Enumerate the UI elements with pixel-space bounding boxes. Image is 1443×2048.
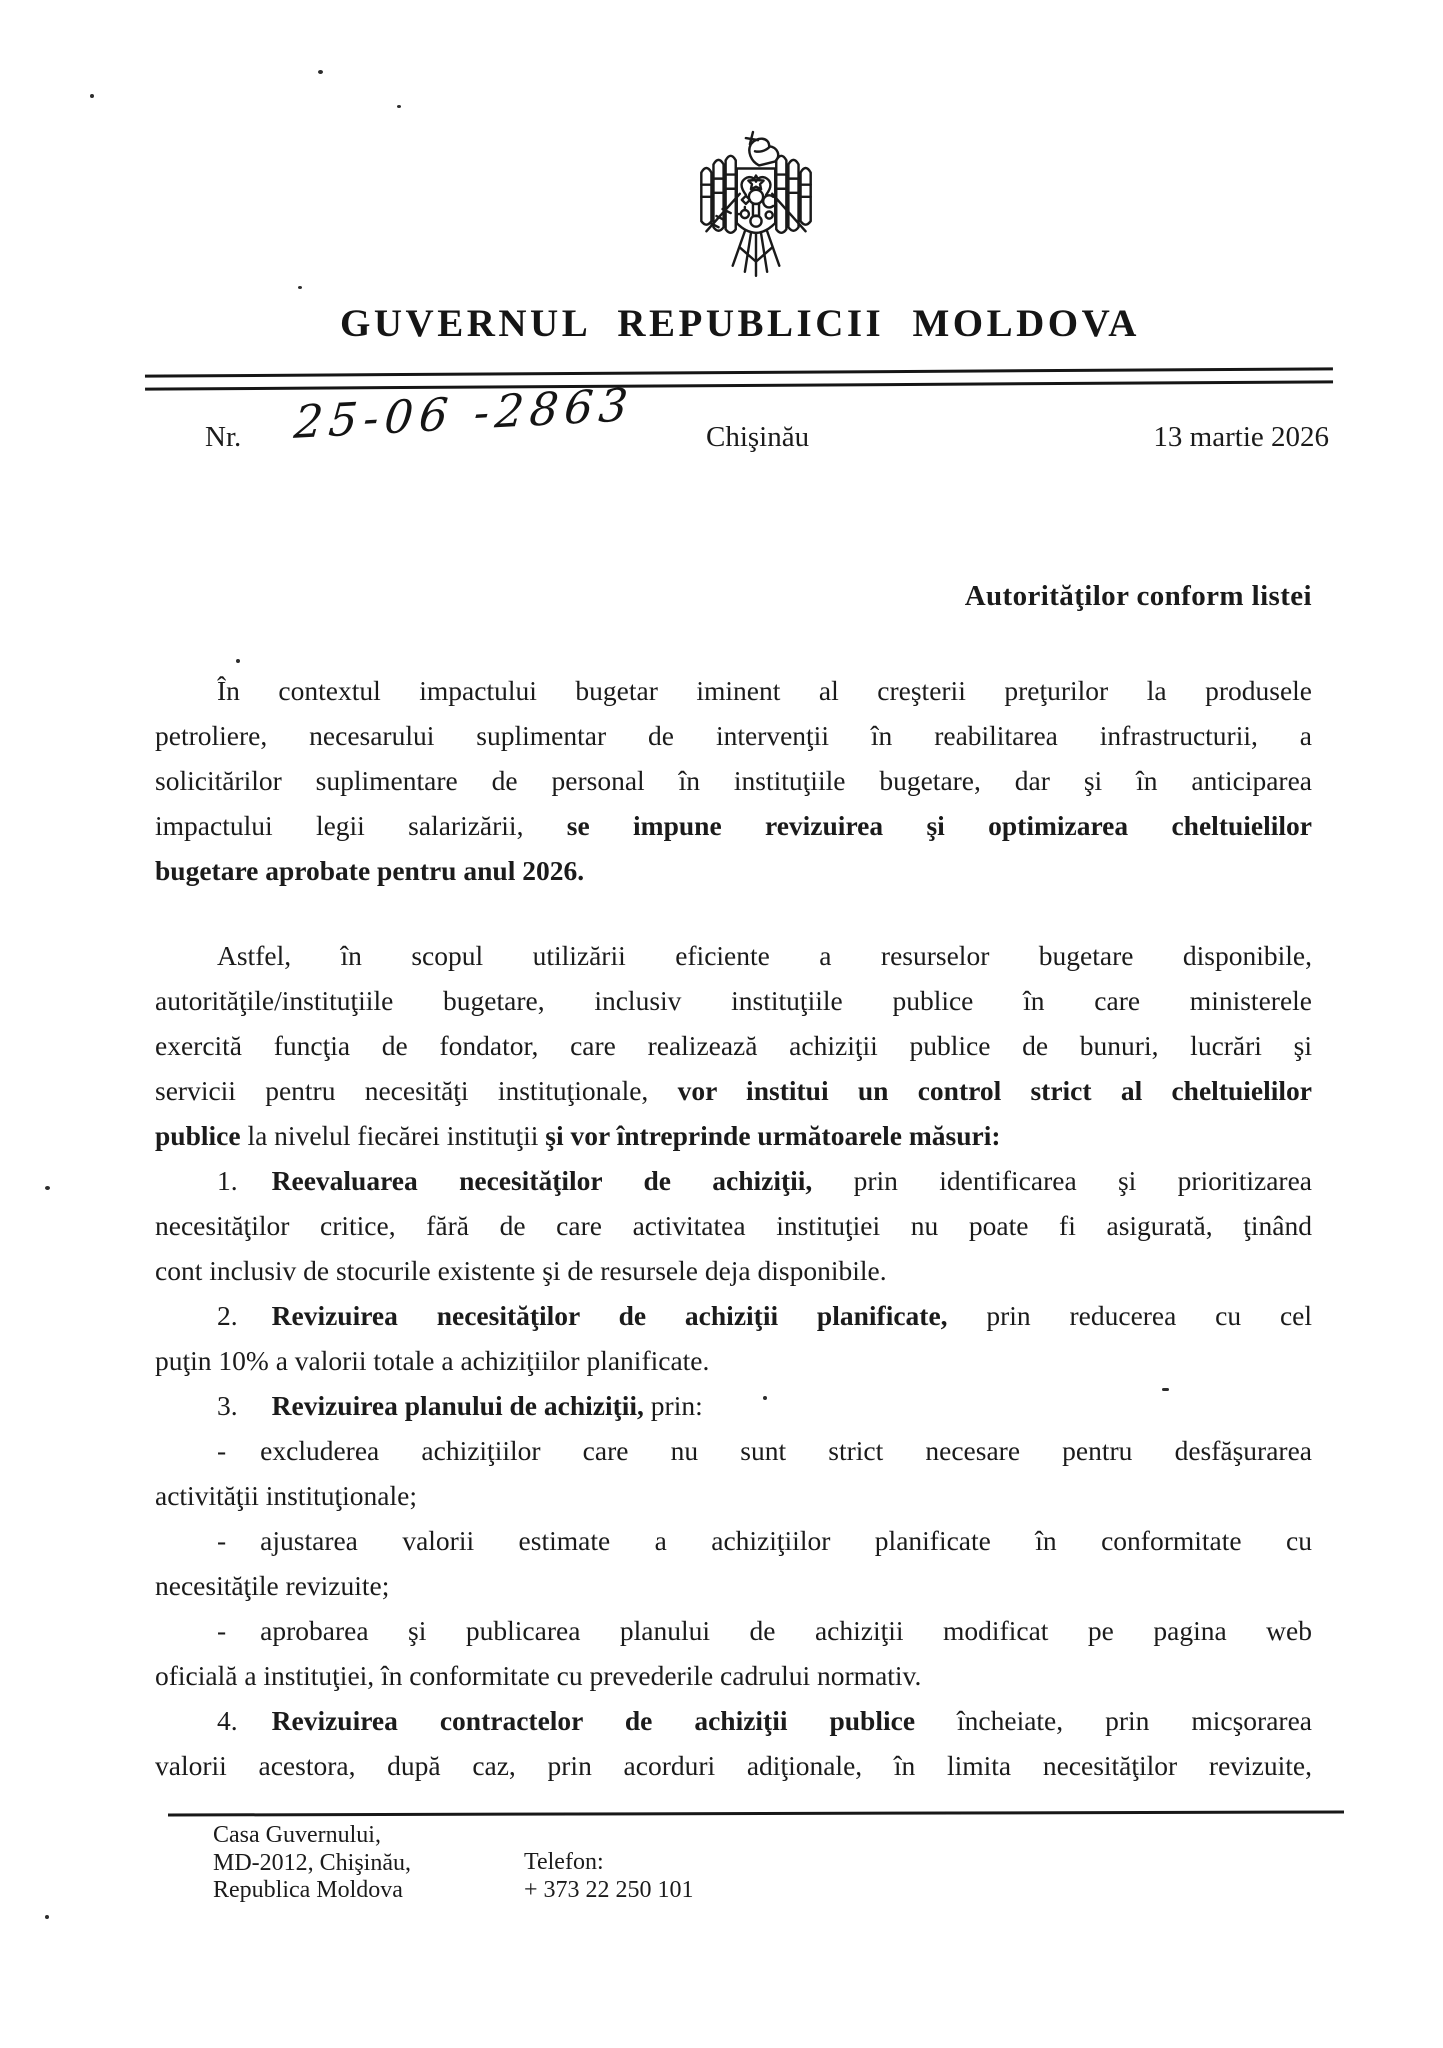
scan-speck [45,1186,50,1190]
body-line: servicii pentru necesităţi instituţionale, vor institui un control strict al cheltuielilor [155,1075,1312,1106]
footer-phone-value: + 373 22 250 101 [524,1876,694,1903]
body-line: - ajustarea valorii estimate a achiziţiilor planificate în conformitate cu [217,1525,1312,1556]
body-line: 3. Revizuirea planului de achiziţii, prin: [217,1390,703,1421]
list-marker: 2. [217,1300,238,1331]
page-title: GUVERNUL REPUBLICII MOLDOVA [340,302,1140,345]
header-divider [145,367,1333,390]
list-marker: - [217,1525,227,1556]
body-line: bugetare aprobate pentru anul 2026. [155,855,585,886]
scan-speck [236,659,240,663]
date-label: 13 martie 2026 [1153,421,1329,453]
body-line: solicitărilor suplimentare de personal în instituţiile bugetare, dar şi în anticiparea [155,765,1312,796]
list-marker: - [217,1435,227,1466]
body-line: 4. Revizuirea contractelor de achiziţii publice încheiate, prin micşorarea [217,1705,1312,1736]
footer-address-line: Republica Moldova [213,1877,403,1903]
list-marker: 1. [217,1165,238,1196]
body-line: valorii acestora, după caz, prin acorduri adiţionale, în limita necesităţilor revizuite, [155,1750,1312,1781]
footer-address [213,1822,411,1905]
body-line: publice la nivelul fiecărei instituţii şi vor întreprinde următoarele măsuri: [155,1120,1001,1151]
body-line: impactului legii salarizării, se impune revizuirea şi optimizarea cheltuielilor [155,810,1312,841]
body-line: 1. Reevaluarea necesităţilor de achiziţii, prin identificarea şi prioritizarea [217,1165,1312,1196]
scan-speck [45,1915,49,1919]
body-line: cont inclusiv de stocurile existente şi de resursele deja disponibile. [155,1255,887,1286]
body-line: autorităţile/instituţiile bugetare, inclusiv instituţiile publice în care ministerele [155,985,1312,1016]
scan-speck [397,105,401,108]
body-line: 2. Revizuirea necesităţilor de achiziţii planificate, prin reducerea cu cel [217,1300,1313,1331]
city-label: Chişinău [706,421,810,453]
body-line: activităţii instituţionale; [155,1480,417,1511]
number-label: Nr. [205,421,242,453]
body-line: necesităţile revizuite; [155,1570,390,1601]
scan-speck [318,70,323,74]
body-line: - excluderea achiziţiilor care nu sunt strict necesare pentru desfăşurarea [217,1435,1312,1466]
footer-phone [524,1849,694,1904]
body-line: Astfel, în scopul utilizării eficiente a resurselor bugetare disponibile, [217,940,1312,971]
scan-speck [298,286,302,289]
footer-address-line: Casa Guvernului, [213,1822,381,1848]
body-line: necesităţilor critice, fără de care activitatea instituţiei nu poate fi asigurată, ţinând [155,1210,1312,1241]
body-line: În contextul impactului bugetar iminent al creşterii preţurilor la produsele [217,675,1312,706]
list-marker: 4. [217,1705,238,1736]
body-line: - aprobarea şi publicarea planului de achiziţii modificat pe pagina web [217,1615,1312,1646]
list-marker: 3. [217,1390,238,1421]
scan-speck [90,94,94,98]
recipient-line: Autorităţilor conform listei [964,580,1312,612]
handwritten-number: 25-06 -2863 [292,377,636,449]
footer-phone-label: Telefon: [524,1849,604,1875]
body-lines [155,668,1312,1788]
list-marker: - [217,1615,227,1646]
moldova-coat-of-arms-icon [692,130,820,290]
body-line: oficială a instituţiei, în conformitate cu prevederile cadrului normativ. [155,1660,922,1691]
footer-address-line: MD-2012, Chişinău, [213,1849,411,1876]
body-line: petroliere, necesarului suplimentar de intervenţii în reabilitarea infrastructurii, a [155,720,1312,751]
body-line: exercită funcţia de fondator, care realizează achiziţii publice de bunuri, lucrări şi [155,1030,1312,1061]
body-line: puţin 10% a valorii totale a achiziţiilor planificate. [155,1345,710,1376]
footer-divider [168,1810,1344,1816]
